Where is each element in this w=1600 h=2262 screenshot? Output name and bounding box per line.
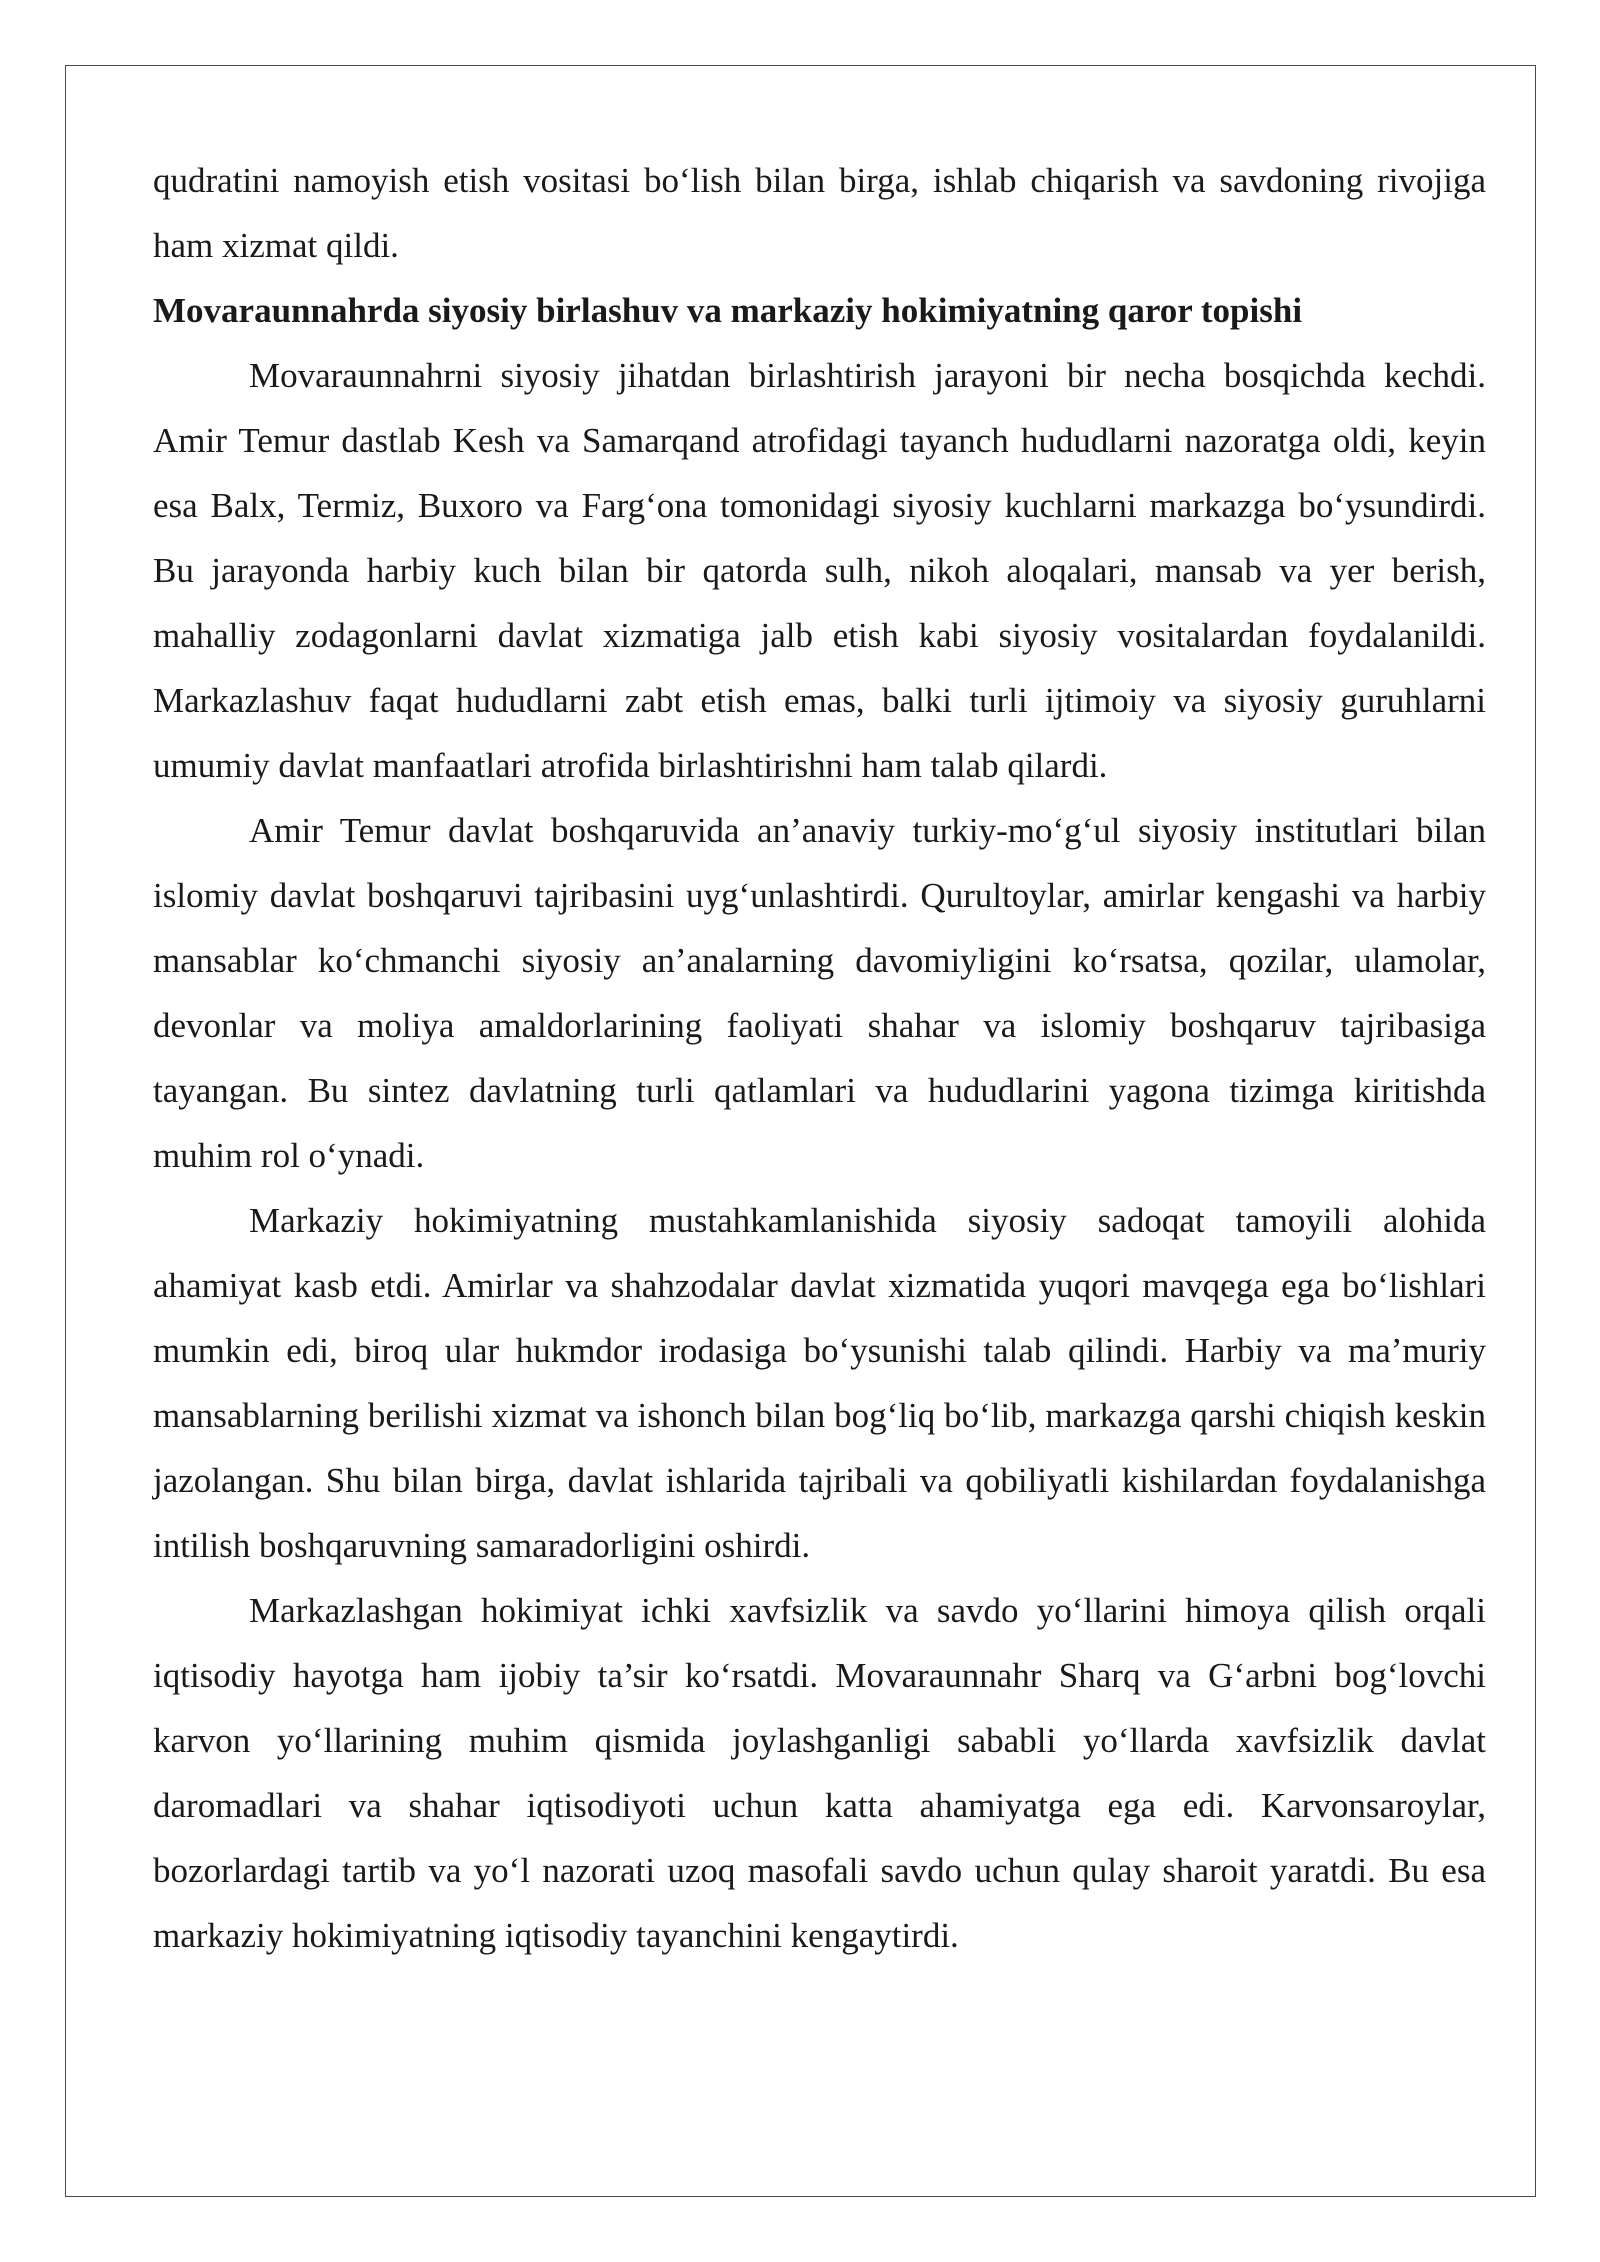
paragraph-trade-security: Markazlashgan hokimiyat ichki xavfsizlik va savdo yo‘llarini himoya qilish orqali iqtisodiy hayotga ham ijobiy ta’sir ko‘rsatdi. Movaraunnahr Sharq va G‘arbni bog‘lovchi karvon yo‘llarining muhim qismida joylashganligi sababli yo‘llarda xavfsizlik davlat daromadlari va shahar iqtisodiyoti uchun katta ahamiyatga ega edi. Karvonsaroylar, bozorlardagi tartib va yo‘l nazorati uzoq masofali savdo uchun qulay sharoit yaratdi. Bu esa markaziy hokimiyatning iqtisodiy tayanchini kengaytirdi.	[153, 1591, 1486, 1955]
section-heading: Movaraunnahrda siyosiy birlashuv va markaziy hokimiyatning qaror topishi	[153, 291, 1303, 330]
paragraph-loyalty: Markaziy hokimiyatning mustahkamlanishida siyosiy sadoqat tamoyili alohida ahamiyat kasb etdi. Amirlar va shahzodalar davlat xizmatida yuqori mavqega ega bo‘lishlari mumkin edi, biroq ular hukmdor irodasiga bo‘ysunishi talab qilindi. Harbiy va ma’muriy mansablarning berilishi xizmat va ishonch bilan bog‘liq bo‘lib, markazga qarshi chiqish keskin jazolangan. Shu bilan birga, davlat ishlarida tajribali va qobiliyatli kishilardan foydalanishga intilish boshqaruvning samaradorligini oshirdi.	[153, 1201, 1486, 1565]
paragraph-unification: Movaraunnahrni siyosiy jihatdan birlashtirish jarayoni bir necha bosqichda kechdi. Amir Temur dastlab Kesh va Samarqand atrofidagi tayanch hududlarni nazoratga oldi, keyin esa Balx, Termiz, Buxoro va Farg‘ona tomonidagi siyosiy kuchlarni markazga bo‘ysundirdi. Bu jarayonda harbiy kuch bilan bir qatorda sulh, nikoh aloqalari, mansab va yer berish, mahalliy zodagonlarni davlat xizmatiga jalb etish kabi siyosiy vositalardan foydalanildi. Markazlashuv faqat hududlarni zabt etish emas, balki turli ijtimoiy va siyosiy guruhlarni umumiy davlat manfaatlari atrofida birlashtirishni ham talab qilardi.	[153, 356, 1486, 785]
paragraph-institutions: Amir Temur davlat boshqaruvida an’anaviy turkiy-mo‘g‘ul siyosiy institutlari bilan islomiy davlat boshqaruvi tajribasini uyg‘unlashtirdi. Qurultoylar, amirlar kengashi va harbiy mansablar ko‘chmanchi siyosiy an’analarning davomiyligini ko‘rsatsa, qozilar, ulamolar, devonlar va moliya amaldorlarining faoliyati shahar va islomiy boshqaruv tajribasiga tayangan. Bu sintez davlatning turli qatlamlari va hududlarini yagona tizimga kiritishda muhim rol o‘ynadi.	[153, 811, 1486, 1175]
document-body	[153, 148, 1486, 1968]
lead-paragraph: qudratini namoyish etish vositasi bo‘lish bilan birga, ishlab chiqarish va savdoning rivojiga ham xizmat qildi.	[153, 161, 1486, 265]
